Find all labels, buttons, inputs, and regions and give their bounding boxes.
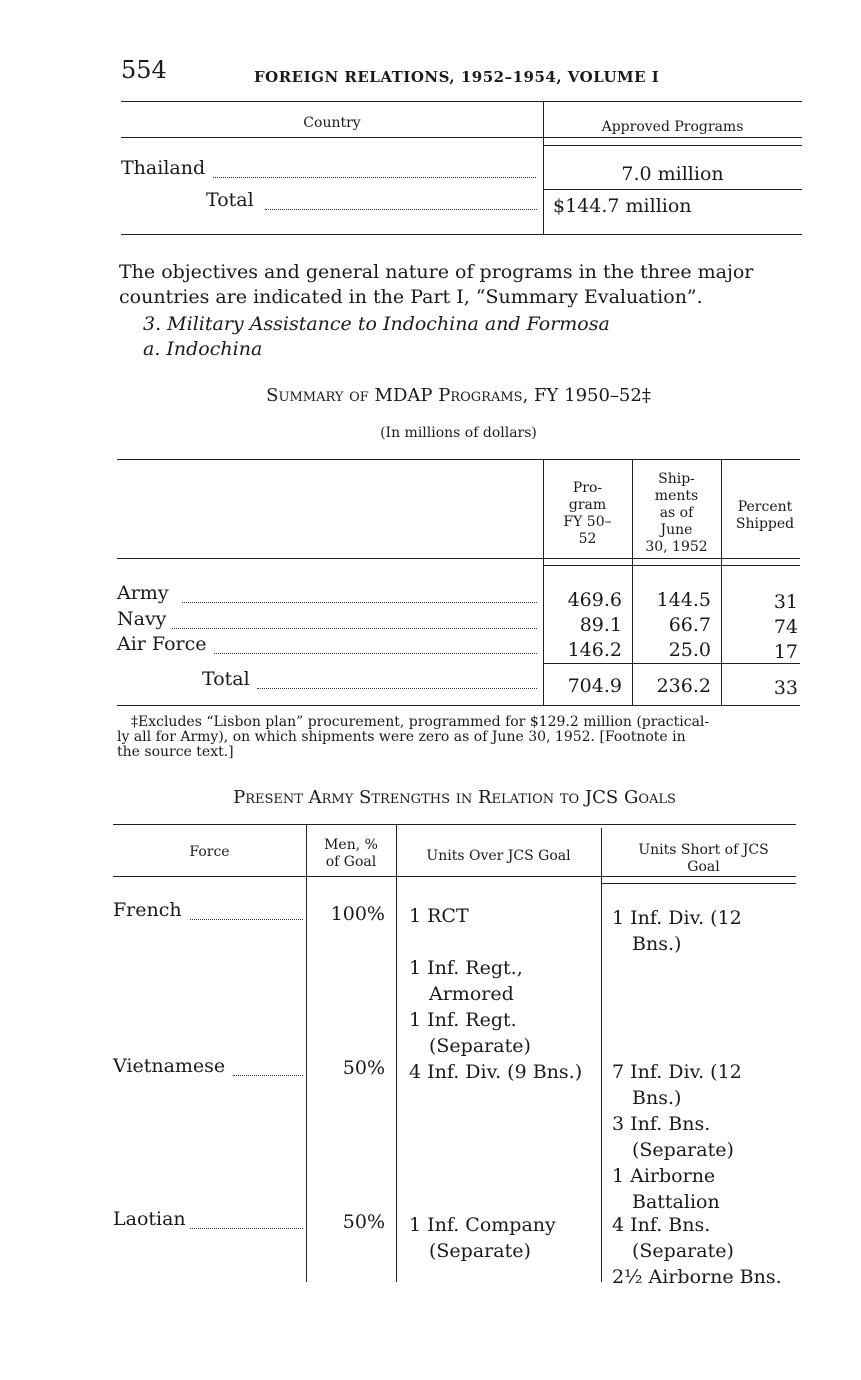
- cell-percent: 74: [773, 616, 798, 638]
- row-label: Total: [206, 189, 254, 211]
- header-line: Pro-: [572, 480, 603, 496]
- header-line: Ship-: [658, 471, 695, 487]
- running-header: FOREIGN RELATIONS, 1952–1954, VOLUME I: [254, 68, 660, 86]
- header-line: 52: [578, 531, 597, 547]
- column-header-force: Force: [189, 844, 230, 860]
- unit-line: Battalion: [632, 1191, 720, 1213]
- men-percent: 50%: [342, 1057, 385, 1079]
- section-heading-3-text: 3. Military Assistance to Indochina and Formosa: [143, 313, 610, 335]
- cell-percent: 33: [773, 677, 798, 699]
- force-label: Laotian: [113, 1208, 186, 1230]
- units-over: [409, 903, 531, 1059]
- row-label: Army: [117, 582, 169, 604]
- unit-line: 1 Inf. Company: [409, 1214, 556, 1236]
- header-line: of Goal: [325, 854, 377, 870]
- men-percent: 50%: [342, 1211, 385, 1233]
- footnote: [117, 715, 807, 760]
- header-line: Goal: [687, 859, 720, 875]
- page-number: 554: [121, 56, 167, 84]
- column-header-approved-programs: Approved Programs: [601, 119, 744, 135]
- force-label: Vietnamese: [113, 1055, 226, 1077]
- cell-program: 469.6: [567, 589, 622, 611]
- unit-line: 7 Inf. Div. (12: [612, 1061, 742, 1083]
- unit-line: 1 Inf. Div. (12: [612, 907, 742, 929]
- cell-shipments: 25.0: [668, 639, 711, 661]
- header-line: June: [660, 522, 693, 538]
- row-label: Thailand: [121, 157, 206, 179]
- header-line: Units Short of JCS: [638, 842, 769, 858]
- units-short: [612, 1212, 782, 1290]
- row-value: 7.0 million: [621, 163, 724, 185]
- row-label: Total: [202, 668, 250, 690]
- unit-line: Armored: [429, 983, 514, 1005]
- units-short: [612, 1059, 742, 1215]
- unit-line: 1 Airborne: [612, 1165, 716, 1187]
- header-line: Shipped: [735, 516, 795, 532]
- men-percent: 100%: [330, 903, 385, 925]
- header-line: FY 50–: [563, 514, 612, 530]
- unit-line: 2½ Airborne Bns.: [612, 1266, 782, 1288]
- force-label: French: [113, 899, 182, 921]
- cell-program: 89.1: [579, 614, 622, 636]
- header-line: as of: [659, 505, 694, 521]
- unit-line: 1 Inf. Regt.: [409, 1009, 517, 1031]
- paragraph-line-2: countries are indicated in the Part I, “Summary Evaluation”.: [119, 286, 703, 308]
- column-header-percent: [721, 499, 809, 533]
- unit-line: Bns.): [632, 1087, 682, 1109]
- unit-line: 4 Inf. Div. (9 Bns.): [409, 1061, 583, 1083]
- section-heading-3: [143, 313, 610, 335]
- column-header-country: Country: [303, 115, 361, 131]
- cell-percent: 17: [773, 641, 798, 663]
- unit-line: 1 RCT: [409, 905, 469, 927]
- column-header-men: [306, 837, 396, 871]
- unit-line: (Separate): [429, 1240, 531, 1262]
- footnote-line: ly all for Army), on which shipments were zero as of June 30, 1952. [Footnote in: [117, 729, 686, 745]
- unit-line: 4 Inf. Bns.: [612, 1214, 711, 1236]
- units-short: [612, 905, 742, 957]
- header-line: ments: [654, 488, 699, 504]
- column-header-units-short: [601, 842, 806, 876]
- header-line: gram: [568, 497, 607, 513]
- column-header-program: [543, 480, 632, 548]
- unit-line: (Separate): [429, 1035, 531, 1057]
- cell-shipments: 66.7: [668, 614, 711, 636]
- row-value: $144.7 million: [553, 195, 692, 217]
- units-over: [409, 1059, 582, 1085]
- unit-line: (Separate): [632, 1139, 734, 1161]
- cell-shipments: 144.5: [656, 589, 711, 611]
- table-title-mdap: Summary of MDAP Programs, FY 1950–52‡: [266, 385, 651, 406]
- units-over: [409, 1212, 556, 1264]
- table-subtitle-mdap: (In millions of dollars): [380, 425, 537, 441]
- unit-line: Bns.): [632, 933, 682, 955]
- column-header-units-over: Units Over JCS Goal: [426, 848, 571, 864]
- header-line: Percent: [737, 499, 793, 515]
- section-heading-a: a. Indochina: [143, 338, 263, 360]
- footnote-line: the source text.]: [117, 744, 234, 760]
- header-line: 30, 1952: [645, 539, 708, 555]
- cell-shipments: 236.2: [656, 675, 711, 697]
- footnote-line: ‡Excludes “Lisbon plan” procurement, programmed for $129.2 million (practical-: [131, 714, 710, 730]
- unit-line: 1 Inf. Regt.,: [409, 957, 523, 979]
- cell-program: 704.9: [567, 675, 622, 697]
- row-label: Air Force: [117, 633, 207, 655]
- table-title-army-strengths: Present Army Strengths in Relation to JCS Goals: [233, 787, 676, 808]
- cell-program: 146.2: [567, 639, 622, 661]
- unit-line: [409, 929, 531, 955]
- row-label: Navy: [117, 608, 167, 630]
- paragraph-line-1: The objectives and general nature of programs in the three major: [119, 261, 754, 283]
- unit-line: (Separate): [632, 1240, 734, 1262]
- unit-line: 3 Inf. Bns.: [612, 1113, 711, 1135]
- header-line: Men, %: [324, 837, 378, 853]
- column-header-shipments: [632, 471, 721, 556]
- cell-percent: 31: [773, 591, 798, 613]
